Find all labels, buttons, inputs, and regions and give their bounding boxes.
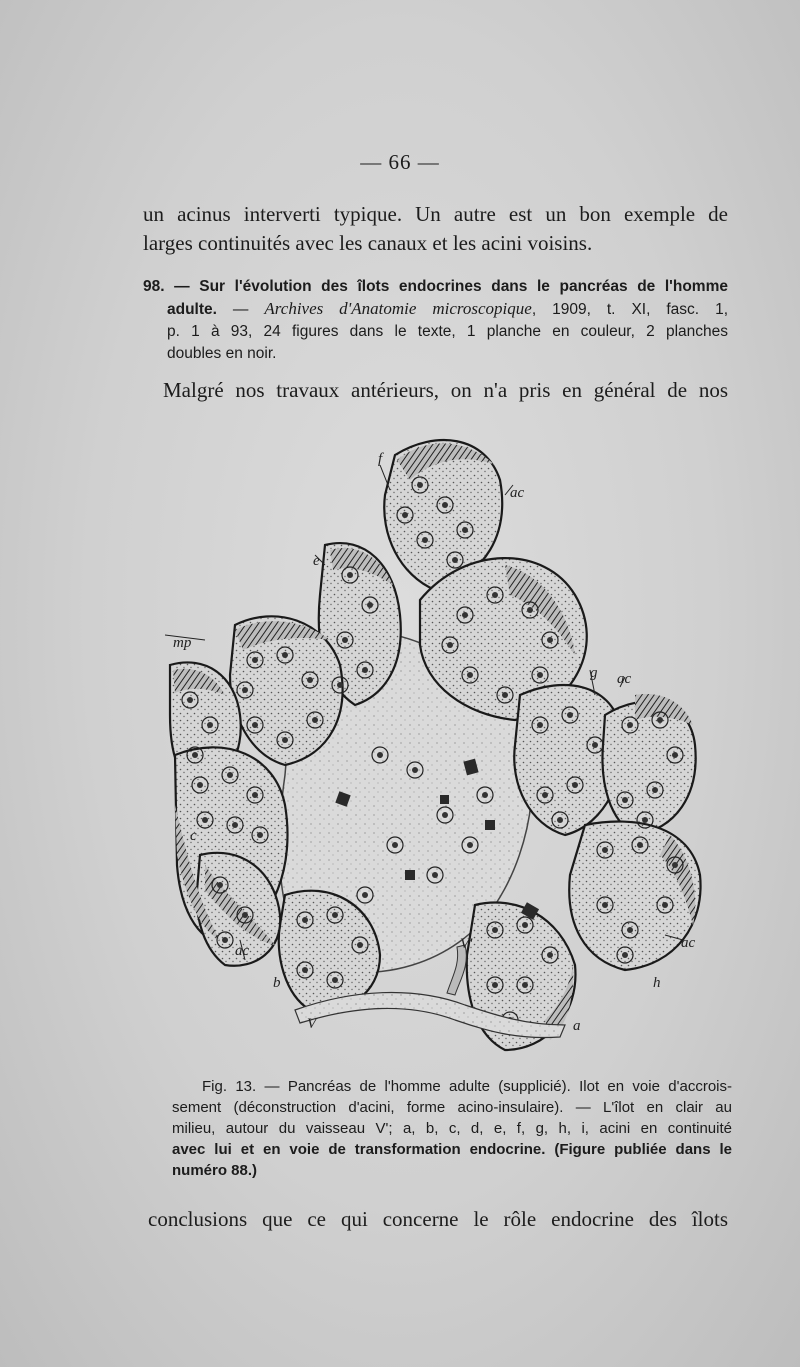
acinus-i xyxy=(602,702,698,835)
label-b: b xyxy=(273,975,281,991)
label-ac-bottom-right: ac xyxy=(681,935,696,951)
entry-volume: , 1909, t. XI, fasc. 1, xyxy=(531,301,728,318)
pancreas-illustration xyxy=(165,425,710,1065)
label-V: V xyxy=(307,1016,317,1032)
label-i: i xyxy=(693,755,698,771)
bibliography-entry xyxy=(143,276,728,365)
label-ac-top: ac xyxy=(510,485,525,501)
vessel-V-prime xyxy=(447,945,466,995)
label-c: c xyxy=(190,828,197,844)
label-f: f xyxy=(378,451,383,467)
entry-title-line: 98. — Sur l'évolution des îlots endocrines dans le pancréas de l'homme xyxy=(143,278,728,295)
entry-title-end: adulte. xyxy=(167,301,217,318)
label-V-prime: V' xyxy=(460,936,473,952)
label-e: e xyxy=(313,553,320,569)
page-number: — 66 — xyxy=(360,150,440,174)
body-text-line: un acinus interverti typique. Un autre est un bon exemple de xyxy=(143,202,728,226)
body-text-line: conclusions que ce qui concerne le rôle endocrine des îlots xyxy=(148,1207,728,1231)
label-h: h xyxy=(653,975,661,991)
entry-last-line: doubles en noir. xyxy=(167,345,277,362)
caption-line: avec lui et en voie de transformation endocrine. (Figure publiée dans le xyxy=(172,1141,732,1158)
caption-line: numéro 88.) xyxy=(172,1162,258,1179)
label-ac-right: ac xyxy=(617,671,632,687)
body-text-line: Malgré nos travaux antérieurs, on n'a pris en général de nos xyxy=(163,378,728,402)
label-g: g xyxy=(590,665,598,681)
caption-line: Fig. 13. — Pancréas de l'homme adulte (supplicié). Ilot en voie d'accrois- xyxy=(202,1078,732,1095)
caption-line: milieu, autour du vaisseau V'; a, b, c, d, e, f, g, h, i, acini en continuité xyxy=(172,1120,732,1137)
label-mp: mp xyxy=(173,635,192,651)
caption-line: sement (déconstruction d'acini, forme acino-insulaire). — L'îlot en clair au xyxy=(172,1099,732,1116)
entry-citation-line xyxy=(143,298,728,321)
body-text-line: larges continuités avec les canaux et les acini voisins. xyxy=(143,231,593,255)
entry-pages-line: p. 1 à 93, 24 figures dans le texte, 1 planche en couleur, 2 planches xyxy=(167,323,728,340)
entry-dash: — xyxy=(216,301,265,318)
figure-caption xyxy=(172,1076,732,1181)
label-a: a xyxy=(573,1018,581,1034)
label-ac-bottom-left: ac xyxy=(235,943,250,959)
journal-name: Archives d'Anatomie microscopique xyxy=(264,299,532,318)
